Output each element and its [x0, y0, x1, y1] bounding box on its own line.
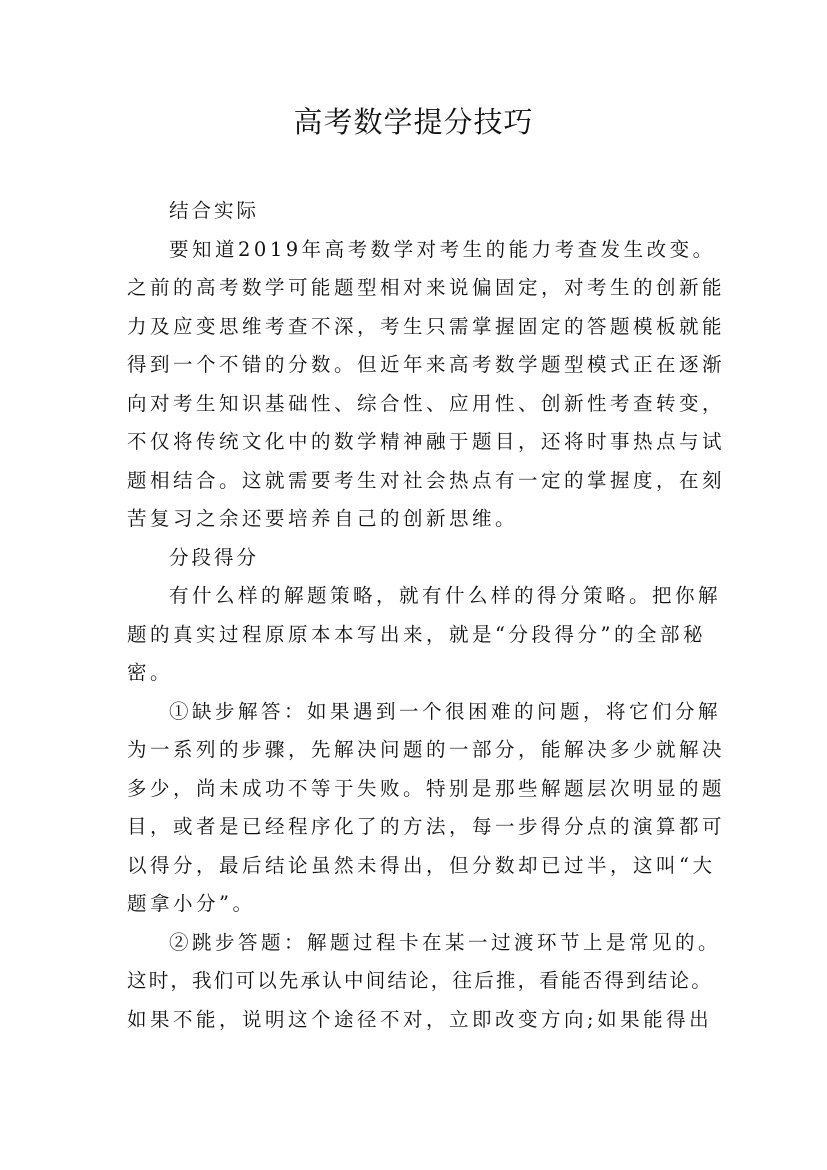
paragraph-line: 有什么样的解题策略，就有什么样的得分策略。把你解	[169, 584, 722, 607]
section-heading-practical: 结合实际	[169, 199, 260, 222]
paragraph-line: 题的真实过程原原本本写出来，就是“分段得分”的全部秘	[127, 622, 706, 646]
paragraph-line: 以得分，最后结论虽然未得出，但分数却已过半，这叫“大	[127, 853, 716, 877]
paragraph-line: 多少，尚未成功不等于失败。特别是那些解题层次明显的题	[127, 776, 726, 800]
paragraph-line: 之前的高考数学可能题型相对来说偏固定，对考生的创新能	[127, 276, 726, 299]
paragraph-line: 得到一个不错的分数。但近年来高考数学题型模式正在逐渐	[127, 353, 726, 376]
paragraph-line: 目，或者是已经程序化了的方法，每一步得分点的演算都可	[127, 815, 726, 838]
section-heading-segmented-scoring: 分段得分	[169, 545, 260, 569]
paragraph-line: 题相结合。这就需要考生对社会热点有一定的掌握度，在刻	[127, 468, 726, 492]
paragraph-line: 这时，我们可以先承认中间结论，往后推，看能否得到结论。	[127, 969, 713, 992]
paragraph-line: 向对考生知识基础性、综合性、应用性、创新性考查转变，	[127, 391, 726, 415]
paragraph-line: 密。	[127, 661, 174, 684]
document-body	[127, 192, 726, 1039]
paragraph-line: 如果不能，说明这个途径不对，立即改变方向;如果能得出	[127, 1007, 713, 1031]
paragraph-line: 要知道2019年高考数学对考生的能力考查发生改变。	[169, 237, 716, 261]
paragraph-line: 苦复习之余还要培养自己的创新思维。	[127, 507, 519, 530]
paragraph-line: 为一系列的步骤，先解决问题的一部分，能解决多少就解决	[127, 738, 726, 761]
paragraph-line: 题拿小分”。	[127, 892, 256, 915]
document-title: 高考数学提分技巧	[293, 105, 534, 139]
paragraph-line: 力及应变思维考查不深，考生只需掌握固定的答题模板就能	[127, 314, 726, 338]
paragraph-line: 不仅将传统文化中的数学精神融于题目，还将时事热点与试	[127, 430, 726, 453]
paragraph-line: ②跳步答题：解题过程卡在某一过渡环节上是常见的。	[169, 930, 722, 954]
paragraph-line: ①缺步解答：如果遇到一个很困难的问题，将它们分解	[169, 699, 722, 723]
